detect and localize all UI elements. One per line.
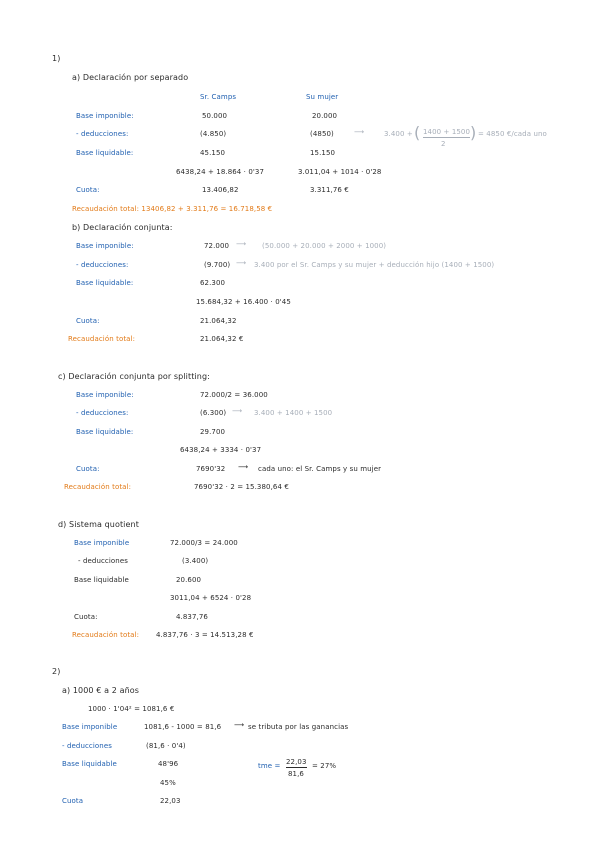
base-imponible-label: Base imponible: xyxy=(76,112,134,120)
base-imponible-camps: 50.000 xyxy=(202,112,228,120)
base-liquidable-camps: 45.150 xyxy=(200,149,226,157)
tme-result: = 27% xyxy=(312,762,337,770)
deducciones-value: (9.700) xyxy=(204,261,231,269)
cuota-mujer: 3.311,76 € xyxy=(310,186,349,194)
base-imponible-label: Base imponible: xyxy=(76,242,134,250)
arrow-icon: ⟶ xyxy=(354,128,365,136)
tme-numerator: 22,03 xyxy=(286,758,307,766)
section-a-title: a) Declaración por separado xyxy=(72,73,189,82)
deducciones-note: 3.400 por el Sr. Camps y su mujer + deducción hijo (1400 + 1500) xyxy=(254,261,495,269)
formula-mujer: 3.011,04 + 1014 · 0'28 xyxy=(298,168,382,176)
base-liquidable-mujer: 15.150 xyxy=(310,149,336,157)
tme-label: tme = xyxy=(258,762,281,770)
deducciones-label: - deducciones: xyxy=(76,409,129,417)
section-c-title: c) Declaración conjunta por splitting: xyxy=(58,372,210,381)
cuota-label: Cuota: xyxy=(76,465,100,473)
base-imponible-value: 72.000 xyxy=(204,242,230,250)
cuota-camps: 13.406,82 xyxy=(202,186,239,194)
formula-camps: 6438,24 + 18.864 · 0'37 xyxy=(176,168,265,176)
compound-calc: 1000 · 1'04² = 1081,6 € xyxy=(88,705,175,713)
deducciones-value: (6.300) xyxy=(200,409,227,417)
section-2a-title: a) 1000 € a 2 años xyxy=(62,686,140,695)
cuota-label: Cuota xyxy=(62,797,84,805)
deduction-calc-suffix: = 4850 €/cada uno xyxy=(478,130,547,138)
deducciones-label: - deducciones: xyxy=(76,130,129,138)
deducciones-value: (81,6 · 0'4) xyxy=(146,742,186,750)
base-liquidable-value: 29.700 xyxy=(200,428,226,436)
tme-denominator: 81,6 xyxy=(288,770,304,778)
base-liquidable-value: 20.600 xyxy=(176,576,202,584)
recaudacion-total-a: Recaudación total: 13406,82 + 3.311,76 = 16.718,58 € xyxy=(72,205,273,213)
cuota-value: 21.064,32 xyxy=(200,317,237,325)
formula: 6438,24 + 3334 · 0'37 xyxy=(180,446,262,454)
deduction-calc-denominator: 2 xyxy=(441,140,446,148)
deducciones-value: (3.400) xyxy=(182,557,209,565)
base-liquidable-label: Base liquidable xyxy=(62,760,117,768)
deducciones-mujer: (4850) xyxy=(310,130,334,138)
deducciones-label: - deducciones xyxy=(78,557,128,565)
column-sr-camps: Sr. Camps xyxy=(200,93,237,101)
deduction-calc-numerator: 1400 + 1500 xyxy=(423,128,471,136)
close-paren-icon: ) xyxy=(470,123,477,142)
formula: 3011,04 + 6524 · 0'28 xyxy=(170,594,252,602)
arrow-icon: ⟶ xyxy=(232,407,243,415)
recaudacion-total-value: 4.837,76 · 3 = 14.513,28 € xyxy=(156,631,254,639)
base-liquidable-value: 62.300 xyxy=(200,279,226,287)
base-imponible-label: Base imponible: xyxy=(76,391,134,399)
open-paren-icon: ( xyxy=(414,123,421,142)
recaudacion-total-value: 7690'32 · 2 = 15.380,64 € xyxy=(194,483,289,491)
recaudacion-total-label: Recaudación total: xyxy=(68,335,136,343)
arrow-icon: ⟶ xyxy=(234,721,245,729)
arrow-icon: ⟶ xyxy=(236,259,247,267)
base-imponible-label: Base imponible xyxy=(74,539,130,547)
base-liquidable-label: Base liquidable: xyxy=(76,149,134,157)
tax-rate: 45% xyxy=(160,779,176,787)
base-liquidable-label: Base liquidable: xyxy=(76,279,134,287)
cuota-value: 22,03 xyxy=(160,797,181,805)
column-su-mujer: Su mujer xyxy=(306,93,339,101)
base-liquidable-label: Base liquidable xyxy=(74,576,129,584)
recaudacion-total-value: 21.064,32 € xyxy=(200,335,244,343)
deduction-calc-prefix: 3.400 + xyxy=(384,130,413,138)
cuota-value: 7690'32 xyxy=(196,465,226,473)
base-imponible-note: (50.000 + 20.000 + 2000 + 1000) xyxy=(262,242,387,250)
section-b-title: b) Declaración conjunta: xyxy=(72,223,173,232)
cuota-note: cada uno: el Sr. Camps y su mujer xyxy=(258,465,382,473)
base-imponible-note: se tributa por las ganancias xyxy=(248,723,349,731)
exercise-1-number: 1) xyxy=(52,54,61,63)
arrow-icon: ⟶ xyxy=(236,240,247,248)
cuota-value: 4.837,76 xyxy=(176,613,208,621)
section-d-title: d) Sistema quotient xyxy=(58,520,139,529)
base-imponible-value: 72.000/2 = 36.000 xyxy=(200,391,268,399)
cuota-label: Cuota: xyxy=(74,613,98,621)
deducciones-note: 3.400 + 1400 + 1500 xyxy=(254,409,333,417)
deducciones-label: - deducciones xyxy=(62,742,112,750)
base-imponible-value: 72.000/3 = 24.000 xyxy=(170,539,238,547)
deducciones-label: - deducciones: xyxy=(76,261,129,269)
base-liquidable-label: Base liquidable: xyxy=(76,428,134,436)
base-imponible-label: Base imponible xyxy=(62,723,118,731)
deducciones-camps: (4.850) xyxy=(200,130,227,138)
arrow-icon: ⟶ xyxy=(238,463,249,471)
recaudacion-total-label: Recaudación total: xyxy=(64,483,132,491)
formula: 15.684,32 + 16.400 · 0'45 xyxy=(196,298,291,306)
exercise-2-number: 2) xyxy=(52,667,61,676)
cuota-label: Cuota: xyxy=(76,317,100,325)
cuota-label: Cuota: xyxy=(76,186,100,194)
base-imponible-mujer: 20.000 xyxy=(312,112,338,120)
base-imponible-value: 1081,6 - 1000 = 81,6 xyxy=(144,723,222,731)
base-liquidable-value: 48'96 xyxy=(158,760,179,768)
recaudacion-total-label: Recaudación total: xyxy=(72,631,140,639)
